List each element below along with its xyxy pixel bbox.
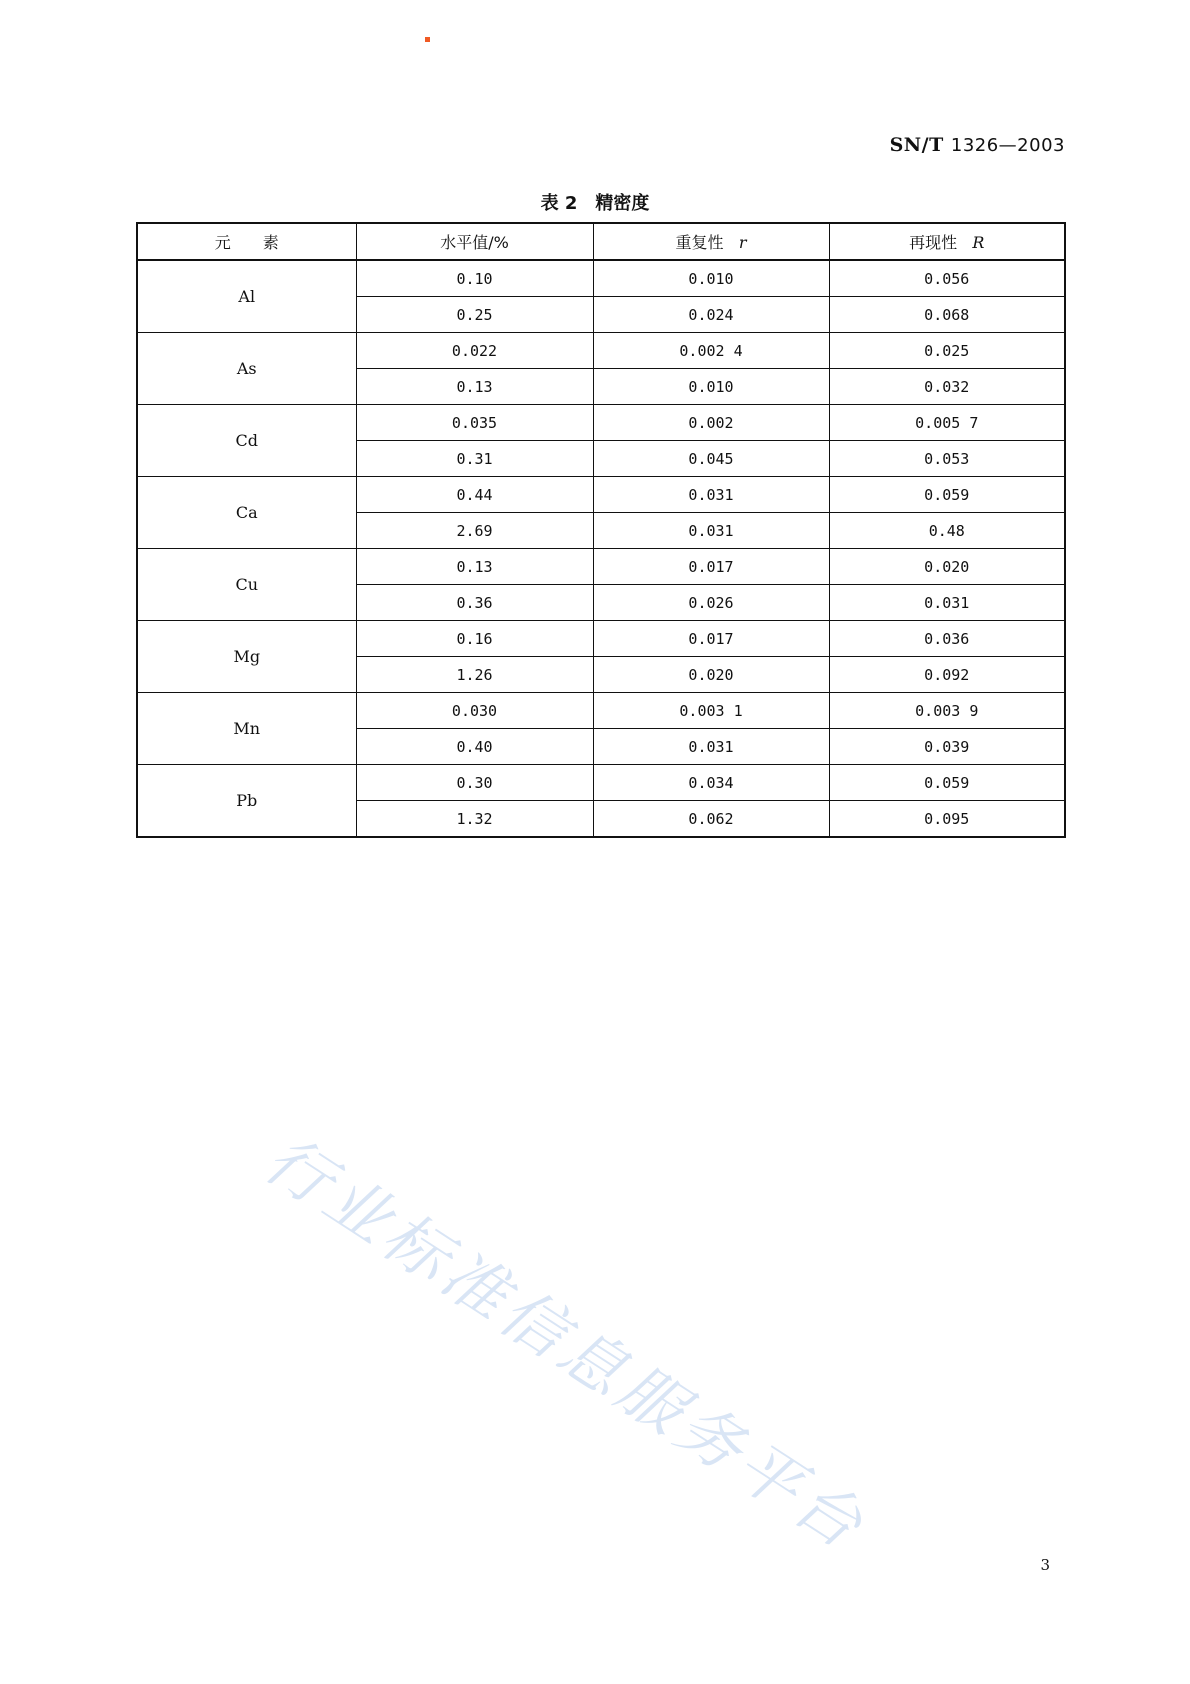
reproducibility-cell: 0.48: [829, 513, 1065, 549]
table-row: [137, 765, 1065, 801]
level-cell: 0.40: [356, 729, 593, 765]
reproducibility-cell: 0.003 9: [829, 693, 1065, 729]
repeatability-cell: 0.010: [593, 260, 829, 297]
header-reproducibility-symbol: R: [972, 233, 985, 252]
header-repeatability: [593, 223, 829, 260]
level-cell: 0.022: [356, 333, 593, 369]
table-row: [137, 621, 1065, 657]
reproducibility-cell: 0.039: [829, 729, 1065, 765]
header-element: 元 素: [137, 223, 356, 260]
table-row: [137, 333, 1065, 369]
repeatability-cell: 0.062: [593, 801, 829, 838]
table-row: [137, 260, 1065, 297]
element-cell: Mg: [137, 621, 356, 693]
reproducibility-cell: 0.095: [829, 801, 1065, 838]
table-row: [137, 549, 1065, 585]
repeatability-cell: 0.002 4: [593, 333, 829, 369]
repeatability-cell: 0.034: [593, 765, 829, 801]
level-cell: 0.030: [356, 693, 593, 729]
element-cell: Al: [137, 260, 356, 333]
reproducibility-cell: 0.068: [829, 297, 1065, 333]
table-body: [137, 260, 1065, 837]
element-cell: Cd: [137, 405, 356, 477]
table-row: [137, 477, 1065, 513]
level-cell: 0.035: [356, 405, 593, 441]
table-title: 精密度: [595, 193, 650, 214]
top-color-mark: [425, 37, 430, 42]
element-cell: Mn: [137, 693, 356, 765]
reproducibility-cell: 0.025: [829, 333, 1065, 369]
level-cell: 0.16: [356, 621, 593, 657]
reproducibility-cell: 0.056: [829, 260, 1065, 297]
header-reproducibility: [829, 223, 1065, 260]
level-cell: 0.30: [356, 765, 593, 801]
level-cell: 0.13: [356, 369, 593, 405]
element-cell: Ca: [137, 477, 356, 549]
element-cell: Cu: [137, 549, 356, 621]
repeatability-cell: 0.045: [593, 441, 829, 477]
header-repeatability-symbol: r: [738, 233, 747, 252]
table-caption: [0, 189, 1190, 215]
repeatability-cell: 0.031: [593, 729, 829, 765]
level-cell: 1.26: [356, 657, 593, 693]
standard-number: 1326—2003: [950, 135, 1065, 156]
element-cell: As: [137, 333, 356, 405]
table-row: [137, 693, 1065, 729]
repeatability-cell: 0.031: [593, 513, 829, 549]
repeatability-cell: 0.024: [593, 297, 829, 333]
repeatability-cell: 0.010: [593, 369, 829, 405]
standard-prefix: SN/T: [889, 134, 944, 156]
header-repeatability-label: 重复性: [675, 233, 724, 252]
level-cell: 0.31: [356, 441, 593, 477]
standard-code: [890, 134, 1065, 156]
page-number: 3: [1040, 1556, 1050, 1574]
level-cell: 0.44: [356, 477, 593, 513]
repeatability-cell: 0.026: [593, 585, 829, 621]
reproducibility-cell: 0.092: [829, 657, 1065, 693]
level-cell: 0.13: [356, 549, 593, 585]
precision-table: [136, 222, 1066, 838]
reproducibility-cell: 0.005 7: [829, 405, 1065, 441]
level-cell: 0.10: [356, 260, 593, 297]
table-header-row: [137, 223, 1065, 260]
reproducibility-cell: 0.036: [829, 621, 1065, 657]
reproducibility-cell: 0.020: [829, 549, 1065, 585]
repeatability-cell: 0.017: [593, 621, 829, 657]
repeatability-cell: 0.020: [593, 657, 829, 693]
watermark-text: 行业标准信息服务平台: [251, 1122, 879, 1566]
level-cell: 0.25: [356, 297, 593, 333]
reproducibility-cell: 0.032: [829, 369, 1065, 405]
repeatability-cell: 0.002: [593, 405, 829, 441]
level-cell: 0.36: [356, 585, 593, 621]
repeatability-cell: 0.017: [593, 549, 829, 585]
repeatability-cell: 0.003 1: [593, 693, 829, 729]
table-label: 表 2: [540, 193, 578, 214]
level-cell: 2.69: [356, 513, 593, 549]
reproducibility-cell: 0.059: [829, 477, 1065, 513]
header-reproducibility-label: 再现性: [909, 233, 958, 252]
reproducibility-cell: 0.053: [829, 441, 1065, 477]
reproducibility-cell: 0.059: [829, 765, 1065, 801]
level-cell: 1.32: [356, 801, 593, 838]
reproducibility-cell: 0.031: [829, 585, 1065, 621]
element-cell: Pb: [137, 765, 356, 838]
header-level: 水平值/%: [356, 223, 593, 260]
table-row: [137, 405, 1065, 441]
repeatability-cell: 0.031: [593, 477, 829, 513]
